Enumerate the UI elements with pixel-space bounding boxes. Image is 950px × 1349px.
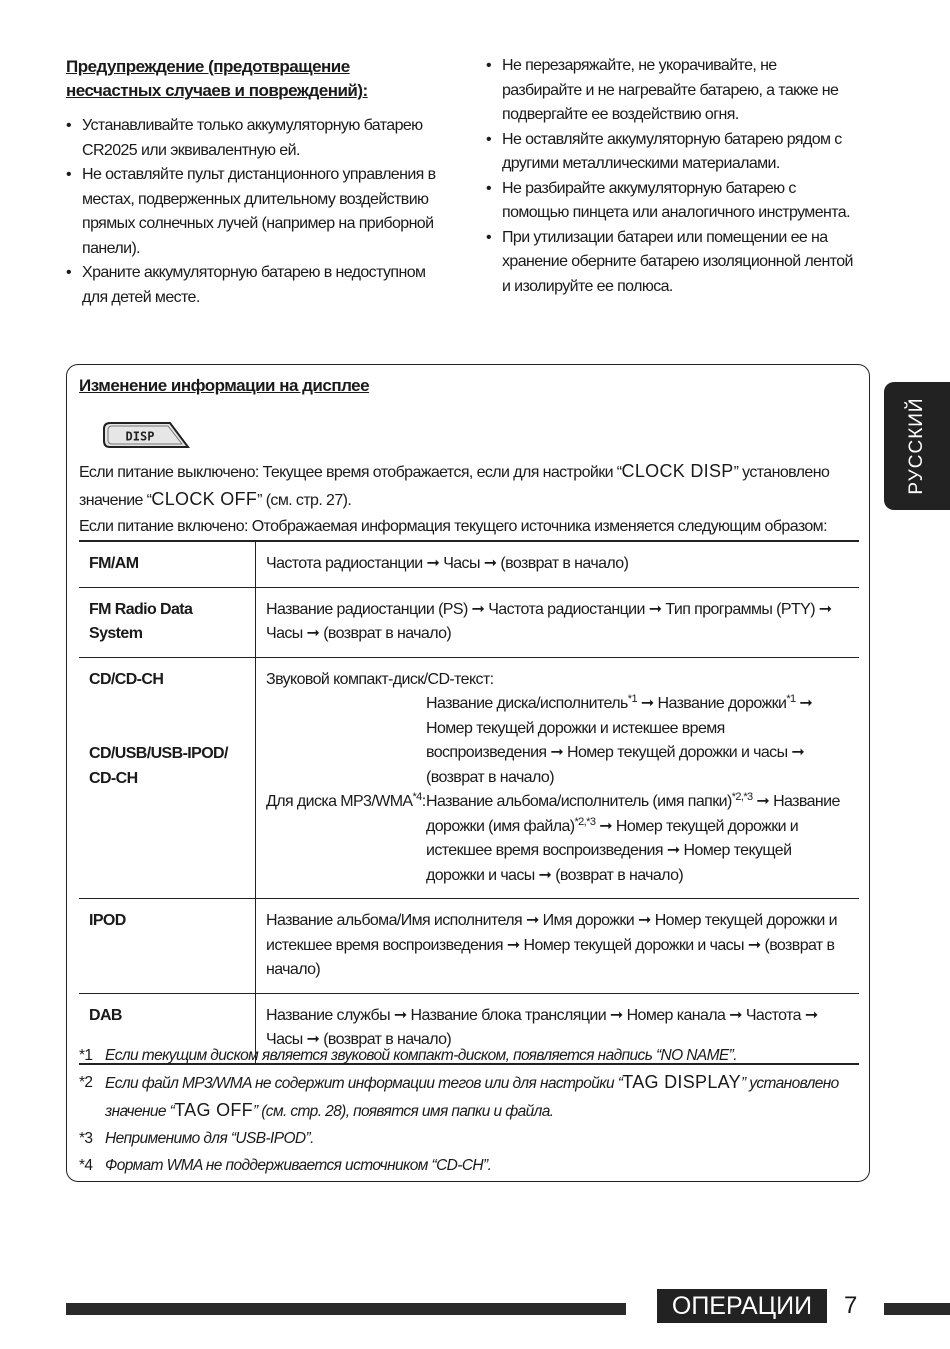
page-number: 7 bbox=[844, 1292, 858, 1319]
source-name: CD/CD-CH CD/USB/USB-IPOD/ CD-CH bbox=[79, 657, 256, 899]
arrow-right-icon: ➞ bbox=[818, 600, 832, 618]
arrow-right-icon: ➞ bbox=[306, 1031, 320, 1048]
language-tab: РУССКИЙ bbox=[884, 382, 950, 510]
arrow-right-icon: ➞ bbox=[799, 695, 813, 712]
footnote: *2 Если файл MP3/WMA не содержит информации тегов или для настройки “TAG DISPLAY” установлено значение “TAG OFF” (см. стр. 28), появятся имя папки и файла. bbox=[79, 1072, 839, 1120]
display-section-title: Изменение информации на дисплее bbox=[79, 376, 370, 395]
table-row bbox=[79, 899, 859, 994]
intro-power-on: Если питание включено: Отображаемая информация текущего источника изменяется следующим образом: bbox=[79, 518, 827, 535]
footnote: *4 Формат WMA не поддерживается источником “CD-CH”. bbox=[79, 1157, 492, 1174]
arrow-right-icon: ➞ bbox=[525, 912, 539, 929]
display-intro bbox=[79, 458, 859, 540]
arrow-right-icon: ➞ bbox=[747, 936, 761, 954]
arrow-right-icon: ➞ bbox=[648, 600, 662, 618]
list-item: • Не оставляйте пульт дистанционного управления в местах, подверженных длительному воздействию прямых солнечных лучей (например на приборной панели). bbox=[66, 163, 446, 261]
arrow-right-icon: ➞ bbox=[804, 1006, 818, 1024]
arrow-right-icon: ➞ bbox=[471, 600, 485, 618]
display-sequence: Звуковой компакт-диск/CD-текст: Название диска/исполнитель$^{*1}$ ➞ Название дорожки$^{*1}$ ➞ Номер текущей дорожки и истекшее время воспроизведения ➞ Номер текущей дорожки и часы ➞ (возврат в начало) Для диска MP3/WMA$^{*4}$: Название альбома/исполнитель (имя папки)$^{*2,*3}$ ➞ Название дорожки (имя файла)$^{*2,*3}$ ➞ Номер текущей дорожки и истекшее время воспроизведения ➞ Номер текущей дорожки и часы ➞ (возврат в начало) bbox=[266, 670, 840, 884]
arrow-right-icon: ➞ bbox=[609, 1006, 623, 1024]
table-row bbox=[79, 541, 859, 587]
section-label: ОПЕРАЦИИ bbox=[657, 1289, 827, 1323]
disp-button-icon bbox=[100, 420, 192, 450]
footnote: *1 Если текущим диском является звуковой компакт-диском, появляется надпись “NO NAME”. bbox=[79, 1047, 737, 1064]
list-item: • Не перезаряжайте, не укорачивайте, не разбирайте и не нагревайте батарею, а также не подвергайте ее воздействию огня. bbox=[486, 54, 856, 128]
arrow-right-icon: ➞ bbox=[666, 842, 680, 859]
footnote: *3 Неприменимо для “USB-IPOD”. bbox=[79, 1130, 314, 1147]
arrow-right-icon: ➞ bbox=[538, 866, 552, 884]
list-item: • Не разбирайте аккумуляторную батарею с помощью пинцета или аналогичного инструмента. bbox=[486, 177, 856, 226]
source-display-table bbox=[79, 540, 859, 1065]
display-sequence: Название службы ➞ Название блока трансляции ➞ Номер канала ➞ Частота ➞ Часы ➞ (возврат в начало) bbox=[266, 1006, 818, 1048]
footer-divider bbox=[884, 1303, 950, 1315]
list-item: • Устанавливайте только аккумуляторную батарею CR2025 или эквивалентную ей. bbox=[66, 114, 446, 163]
table-row bbox=[79, 587, 859, 657]
table-row bbox=[79, 657, 859, 899]
source-name: IPOD bbox=[79, 899, 256, 994]
arrow-right-icon: ➞ bbox=[638, 912, 651, 929]
list-item: • Храните аккумуляторную батарею в недоступном для детей месте. bbox=[66, 261, 446, 310]
footer-divider bbox=[66, 1303, 626, 1315]
arrow-right-icon: ➞ bbox=[599, 817, 613, 835]
arrow-right-icon: ➞ bbox=[506, 936, 520, 954]
arrow-right-icon: ➞ bbox=[306, 625, 320, 642]
source-name: DAB bbox=[79, 993, 256, 1064]
display-sequence: Частота радиостанции ➞ Часы ➞ (возврат в начало) bbox=[266, 555, 629, 572]
list-item: • При утилизации батареи или помещении ее на хранение оберните батарею изоляционной лентой и изолируйте ее полюса. bbox=[486, 226, 856, 300]
arrow-right-icon: ➞ bbox=[640, 695, 654, 712]
arrow-right-icon: ➞ bbox=[756, 793, 770, 810]
arrow-right-icon: ➞ bbox=[791, 744, 805, 761]
display-sequence: Название радиостанции (PS) ➞ Частота радиостанции ➞ Тип программы (PTY) ➞ Часы ➞ (возврат в начало) bbox=[266, 600, 832, 642]
disp-button-label: DISP bbox=[125, 429, 155, 444]
intro-power-off: Если питание выключено: Текущее время отображается, если для настройки “CLOCK DISP” установлено значение “CLOCK OFF” (см. стр. 27). bbox=[79, 461, 830, 509]
arrow-right-icon: ➞ bbox=[426, 555, 440, 572]
list-item: • Не оставляйте аккумуляторную батарею рядом с другими металлическими материалами. bbox=[486, 128, 856, 177]
source-name: FM/AM bbox=[79, 541, 256, 587]
display-sequence: Название альбома/Имя исполнителя ➞ Имя дорожки ➞ Номер текущей дорожки и истекшее время воспроизведения ➞ Номер текущей дорожки и часы ➞ (возврат в начало) bbox=[266, 912, 837, 978]
arrow-right-icon: ➞ bbox=[393, 1006, 407, 1024]
arrow-right-icon: ➞ bbox=[483, 555, 497, 572]
warning-title: Предупреждение (предотвращение несчастных случаев и повреждений): bbox=[66, 57, 368, 100]
source-name: FM Radio Data System bbox=[79, 587, 256, 657]
warning-list-right bbox=[486, 54, 856, 299]
footnotes bbox=[79, 1042, 859, 1179]
warning-list-left bbox=[66, 114, 446, 310]
arrow-right-icon: ➞ bbox=[729, 1006, 742, 1024]
arrow-right-icon: ➞ bbox=[550, 744, 564, 761]
